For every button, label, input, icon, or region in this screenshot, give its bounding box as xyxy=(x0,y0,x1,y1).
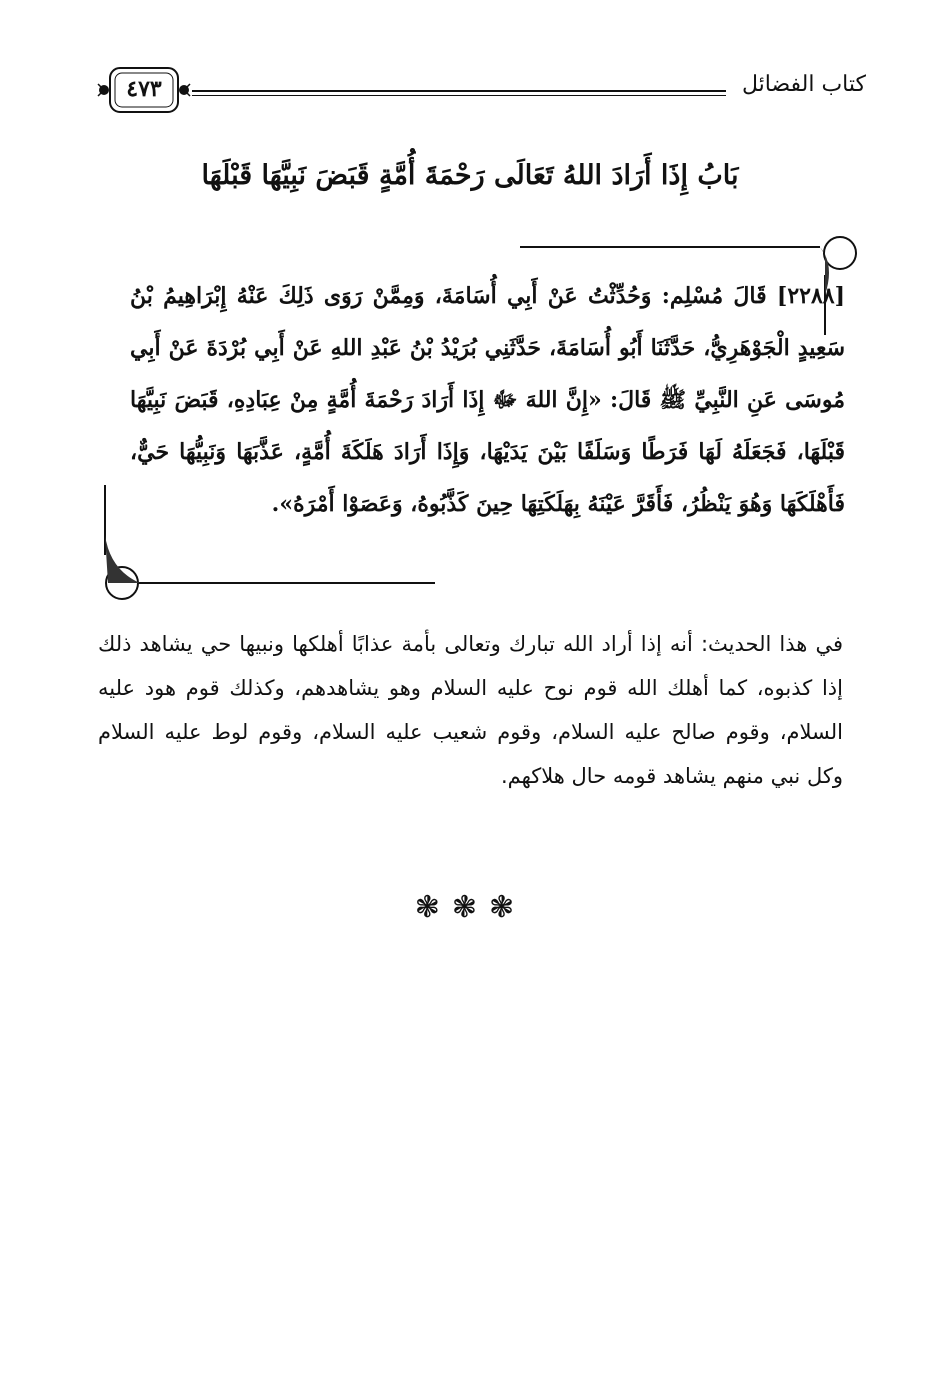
book-title: كتاب الفضائل xyxy=(741,72,866,97)
section-separator: ❃❃❃ xyxy=(414,890,527,925)
commentary-text: في هذا الحديث: أنه إذا أراد الله تبارك وتعالى بأمة عذابًا أهلكها ونبيها حي يشاهد ذلك إذا كذبوه، كما أهلك الله قوم نوح عليه السلام وهو يشاهدهم، وكذلك قوم هود عليه السلام، وقوم صالح عليه السلام، وقوم شعيب عليه السلام، وقوم لوط عليه السلام وكل نبي منهم يشاهد قومه حال هلاكهم. xyxy=(98,632,843,788)
hadith-text: [٢٢٨٨] قَالَ مُسْلِم: وَحُدِّثْتُ عَنْ أَبِي أُسَامَةَ، وَمِمَّنْ رَوَى ذَلِكَ عَنْهُ إِبْرَاهِيمُ بْنُ سَعِيدٍ الْجَوْهَرِيُّ، حَدَّثَنَا أَبُو أُسَامَةَ، حَدَّثَنِي بُرَيْدُ بْنُ عَبْدِ اللهِ عَنْ أَبِي بُرْدَةَ عَنْ أَبِي مُوسَى عَنِ النَّبِيِّ ﷺ قَالَ: «إِنَّ اللهَ ﷻ إِذَا أَرَادَ رَحْمَةَ أُمَّةٍ مِنْ عِبَادِهِ، قَبَضَ نَبِيَّهَا قَبْلَهَا، فَجَعَلَهُ لَهَا فَرَطًا وَسَلَفًا بَيْنَ يَدَيْهَا، وَإِذَا أَرَادَ هَلَكَةَ أُمَّةٍ، عَذَّبَهَا وَنَبِيُّهَا حَيٌّ، فَأَهْلَكَهَا وَهُوَ يَنْظُرُ، فَأَقَرَّ عَيْنَهُ بِهَلَكَتِهَا حِينَ كَذَّبُوهُ، وَعَصَوْا أَمْرَهُ». xyxy=(130,283,845,517)
page-number: ٤٧٣ xyxy=(126,76,162,102)
header-rule xyxy=(192,90,726,96)
chapter-title: بَابُ إِذَا أَرَادَ اللهُ تَعَالَى رَحْمَةَ أُمَّةٍ قَبَضَ نَبِيَّهَا قَبْلَهَا xyxy=(201,160,739,191)
page-number-ornament xyxy=(96,62,192,118)
page-header xyxy=(96,62,866,122)
